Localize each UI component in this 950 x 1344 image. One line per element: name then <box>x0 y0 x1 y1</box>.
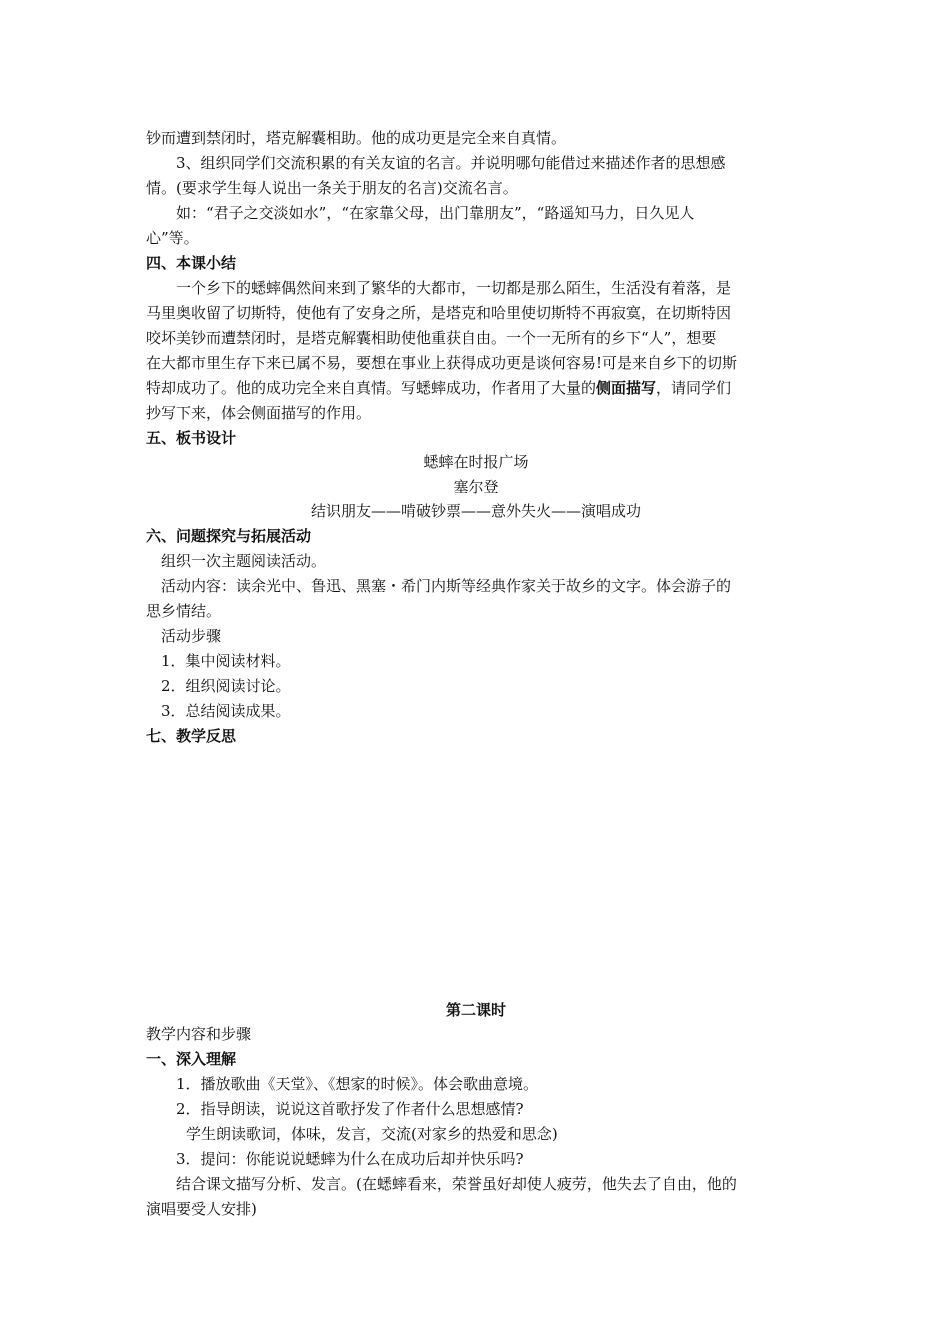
paragraph-line: 组织一次主题阅读活动。 <box>161 552 327 570</box>
steps-label: 活动步骤 <box>161 627 222 645</box>
board-flow: 结识朋友——啃破钞票——意外失火——演唱成功 <box>310 502 641 520</box>
emphasis-text: 侧面描写 <box>596 379 657 397</box>
section-heading: 四、本课小结 <box>146 254 237 272</box>
paragraph-line: 3、组织同学们交流积累的有关友谊的名言。并说明哪句能借过来描述作者的思想感 <box>176 154 726 172</box>
section-heading: 六、问题探究与拓展活动 <box>146 527 312 545</box>
list-item: 3．总结阅读成果。 <box>161 702 291 720</box>
paragraph-line: 如：“君子之交淡如水”，“在家靠父母，出门靠朋友”，“路遥知马力，日久见人 <box>176 204 695 222</box>
list-item: 2．指导朗读，说说这首歌抒发了作者什么思想感情? <box>176 1100 524 1118</box>
board-title: 蟋蟀在时报广场 <box>423 453 529 471</box>
paragraph-line: 结合课文描写分析、发言。(在蟋蟀看来，荣誉虽好却使人疲劳，他失去了自由，他的 <box>176 1175 737 1193</box>
list-item: 3．提问：你能说说蟋蟀为什么在成功后却并快乐吗? <box>176 1150 524 1168</box>
paragraph-line: 演唱要受人安排) <box>146 1200 257 1218</box>
paragraph-line: 活动内容：读余光中、鲁迅、黑塞・希门内斯等经典作家关于故乡的文字。体会游子的 <box>161 577 732 595</box>
lesson-subtitle: 教学内容和步骤 <box>146 1025 252 1043</box>
paragraph-line: 心”等。 <box>146 229 199 247</box>
paragraph-line: 一个乡下的蟋蟀偶然间来到了繁华的大都市，一切都是那么陌生，生活没有着落，是 <box>176 279 732 297</box>
paragraph-text: ，请同学们 <box>656 379 732 397</box>
paragraph-line: 马里奥收留了切斯特，使他有了安身之所，是塔克和哈里使切斯特不再寂寞，在切斯特因 <box>146 304 732 322</box>
paragraph-line: 在大都市里生存下来已属不易，要想在事业上获得成功更是谈何容易!可是来自乡下的切斯 <box>146 354 738 372</box>
board-author: 塞尔登 <box>453 478 499 496</box>
paragraph-line: 思乡情结。 <box>146 602 222 620</box>
section-heading: 五、板书设计 <box>146 429 237 447</box>
paragraph-line: 抄写下来，体会侧面描写的作用。 <box>146 404 372 422</box>
section-heading: 七、教学反思 <box>146 727 237 745</box>
paragraph-text: 特却成功了。他的成功完全来自真情。写蟋蟀成功，作者用了大量的 <box>146 379 597 397</box>
section-heading: 一、深入理解 <box>146 1050 237 1068</box>
paragraph-line: 咬坏美钞而遭禁闭时，是塔克解囊相助使他重获自由。一个一无所有的乡下“人”，想要 <box>146 329 717 347</box>
lesson-title: 第二课时 <box>445 1001 506 1019</box>
list-item: 1．播放歌曲《天堂》、《想家的时候》。体会歌曲意境。 <box>176 1075 539 1093</box>
list-item: 1．集中阅读材料。 <box>161 652 291 670</box>
paragraph-line: 钞而遭到禁闭时，塔克解囊相助。他的成功更是完全来自真情。 <box>146 129 567 147</box>
paragraph-line: 情。(要求学生每人说出一条关于朋友的名言)交流名言。 <box>146 179 518 197</box>
paragraph-line <box>146 378 731 398</box>
list-item: 2．组织阅读讨论。 <box>161 677 291 695</box>
paragraph-line: 学生朗读歌词，体味，发言，交流(对家乡的热爱和思念) <box>186 1125 558 1143</box>
